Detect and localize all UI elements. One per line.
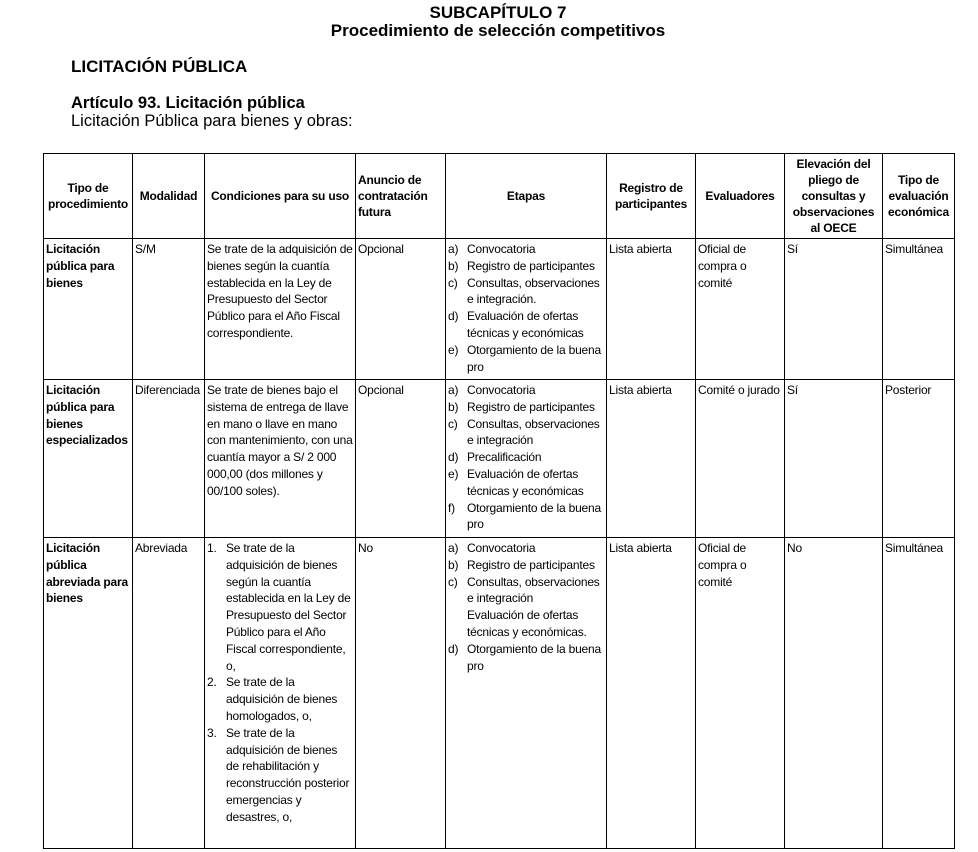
column-header: Tipo de procedimiento [44,154,133,239]
cell-evaluadores: Oficial de compra o comité [696,538,785,849]
cell-etapas [446,239,607,380]
cell-evaluadores: Comité o jurado [696,380,785,538]
cell-tipo-evaluacion: Simultánea [883,239,955,380]
column-header: Registro de participantes [607,154,696,239]
column-header: Anuncio de contratación futura [356,154,446,239]
column-header: Condiciones para su uso [205,154,356,239]
etapas-list [448,382,604,533]
table-row [44,380,955,538]
column-header: Modalidad [133,154,205,239]
article-subtitle: Licitación Pública para bienes y obras: [71,112,353,130]
list-item: e) Otorgamiento de la buena pro [448,342,601,374]
list-item: 1. Se trate de la adquisición de bienes según la cuantía establecida en la Ley de Presupuesto del Sector Público para el Año Fiscal correspondiente, o, [207,541,351,673]
cell-condiciones: Se trate de la adquisición de bienes según la cuantía establecida en la Ley de Presupuesto del Sector Público para el Año Fiscal correspondiente. [205,239,356,380]
subchapter-heading: SUBCAPÍTULO 7 [429,3,567,22]
table-row [44,239,955,380]
cell-anuncio: No [356,538,446,849]
cell-registro: Lista abierta [607,380,696,538]
list-item: d) Otorgamiento de la buena pro [448,641,601,673]
cell-condiciones [205,538,356,849]
list-item: b) Registro de participantes [448,399,595,414]
list-item: 3. Se trate de la adquisición de bienes de rehabilitación y reconstrucción posterior emergencias y desastres, o, [207,725,350,824]
etapas-list [448,241,604,375]
list-item: a) Convocatoria [448,541,536,555]
list-item: c) Consultas, observaciones e integración. [448,275,600,307]
cell-modalidad: Diferenciada [133,380,205,538]
list-item: e) Evaluación de ofertas técnicas y económicas [448,466,584,498]
cell-tipo: Licitación pública para bienes [44,239,133,380]
list-item: c) Consultas, observaciones e integración [448,574,600,606]
cell-registro: Lista abierta [607,538,696,849]
cell-elevacion: Sí [785,380,883,538]
list-item: a) Convocatoria [448,242,536,256]
subchapter-subtitle: Procedimiento de selección competitivos [330,21,666,40]
etapas-continuation: Evaluación de ofertas técnicas y económicas. [467,608,587,639]
cell-anuncio: Opcional [356,380,446,538]
etapas-list [448,540,604,607]
cell-elevacion: No [785,538,883,849]
list-item: d) Evaluación de ofertas técnicas y económicas [448,309,584,340]
column-header: Tipo de evaluación económica [883,154,955,239]
cell-tipo: Licitación pública para bienes especializados [44,380,133,538]
procedures-table [43,153,955,849]
list-item: 2. Se trate de la adquisición de bienes homologados, o, [207,675,338,723]
cell-anuncio: Opcional [356,239,446,380]
table-header-row [44,154,955,239]
cell-modalidad: Abreviada [133,538,205,849]
list-item: b) Registro de participantes [448,557,595,572]
article-title: Artículo 93. Licitación pública [71,94,305,112]
cell-elevacion: Sí [785,239,883,380]
cell-registro: Lista abierta [607,239,696,380]
cell-tipo-evaluacion: Posterior [883,380,955,538]
list-item: a) Convocatoria [448,383,536,397]
cell-etapas [446,380,607,538]
table-row [44,538,955,849]
condiciones-list [207,540,353,826]
cell-modalidad: S/M [133,239,205,380]
cell-condiciones: Se trate de bienes bajo el sistema de entrega de llave en mano o llave en mano con mantenimiento, con una cuantía mayor a S/ 2 000 000,00 (dos millones y 00/100 soles). [205,380,356,538]
list-item: c) Consultas, observaciones e integración [448,416,600,448]
list-item: d) Precalificación [448,450,542,465]
list-item: f) Otorgamiento de la buena pro [448,500,601,532]
etapas-list-tail [448,641,604,675]
list-item: b) Registro de participantes [448,258,595,273]
column-header: Etapas [446,154,607,239]
cell-etapas [446,538,607,849]
column-header: Evaluadores [696,154,785,239]
cell-evaluadores: Oficial de compra o comité [696,239,785,380]
column-header: Elevación del pliego de consultas y observaciones al OECE [785,154,883,239]
cell-tipo-evaluacion: Simultánea [883,538,955,849]
cell-tipo: Licitación pública abreviada para bienes [44,538,133,849]
section-title: LICITACIÓN PÚBLICA [71,57,248,76]
